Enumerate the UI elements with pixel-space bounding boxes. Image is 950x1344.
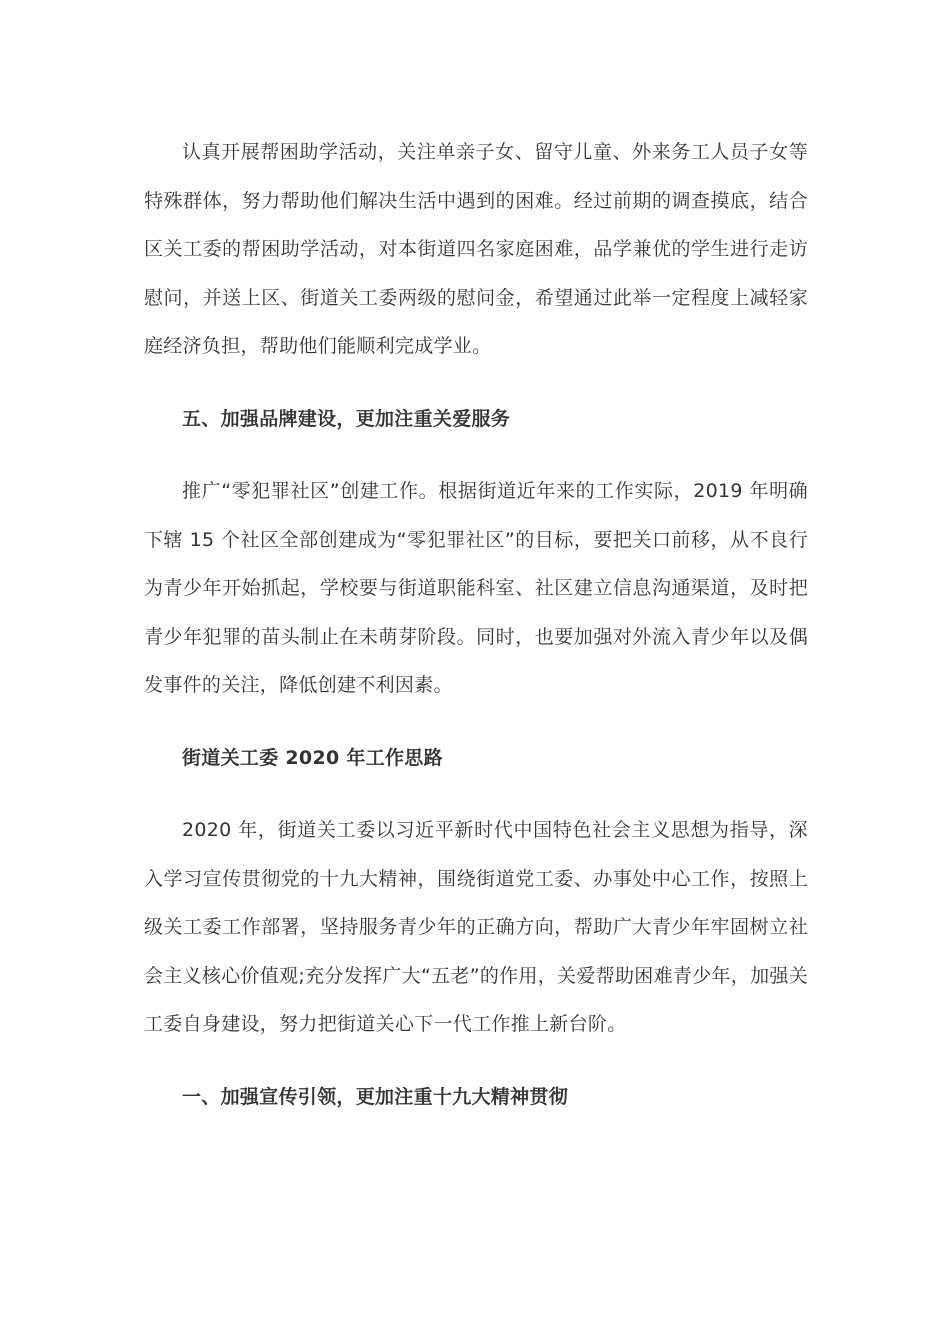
document-body [144,128,808,1145]
heading-section-five: 五、加强品牌建设，更加注重关爱服务 [182,407,511,430]
paragraph-zero-crime: 推广“零犯罪社区”创建工作。根据街道近年来的工作实际，2019 年明确下辖 15 个社区全部创建成为“零犯罪社区”的目标，要把关口前移，从不良行为青少年开始抓起，学校要与街道职能科室、社区建立信息沟通渠道，及时把青少年犯罪的苗头制止在未萌芽阶段。同时，也要加强对外流入青少年以及偶发事件的关注，降低创建不利因素。 [144,480,808,696]
paragraph-assistance: 认真开展帮困助学活动，关注单亲子女、留守儿童、外来务工人员子女等特殊群体，努力帮助他们解决生活中遇到的困难。经过前期的调查摸底，结合区关工委的帮困助学活动，对本街道四名家庭困难，品学兼优的学生进行走访慰问，并送上区、街道关工委两级的慰问金，希望通过此举一定程度上减轻家庭经济负担，帮助他们能顺利完成学业。 [144,141,808,357]
heading-2020-plan: 街道关工委 2020 年工作思路 [182,746,443,769]
paragraph-2020-overview: 2020 年，街道关工委以习近平新时代中国特色社会主义思想为指导，深入学习宣传贯彻党的十九大精神，围绕街道党工委、办事处中心工作，按照上级关工委工作部署，坚持服务青少年的正确方向，帮助广大青少年牢固树立社会主义核心价值观;充分发挥广大“五老”的作用，关爱帮助困难青少年，加强关工委自身建设，努力把街道关心下一代工作推上新台阶。 [144,819,808,1035]
heading-section-one: 一、加强宣传引领，更加注重十九大精神贯彻 [182,1085,569,1108]
